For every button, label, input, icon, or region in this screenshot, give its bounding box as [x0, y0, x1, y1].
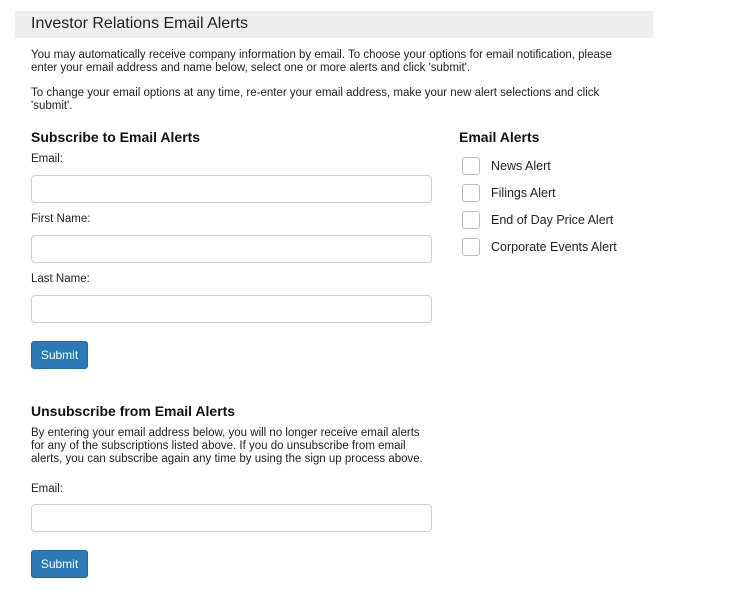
subscribe-email-label: Email:: [31, 153, 63, 165]
first-name-input[interactable]: [31, 235, 432, 263]
page-title: Investor Relations Email Alerts: [31, 15, 248, 32]
alert-option-filings[interactable]: [462, 183, 556, 203]
unsubscribe-email-label: Email:: [31, 483, 63, 495]
corporate-events-alert-checkbox[interactable]: [462, 238, 480, 256]
filings-alert-label: Filings Alert: [491, 186, 556, 200]
first-name-label: First Name:: [31, 213, 91, 225]
last-name-input[interactable]: [31, 295, 432, 323]
subscribe-email-input[interactable]: [31, 175, 432, 203]
unsubscribe-submit-button[interactable]: Submit: [31, 550, 88, 578]
filings-alert-checkbox[interactable]: [462, 184, 480, 202]
news-alert-checkbox[interactable]: [462, 157, 480, 175]
end-of-day-price-alert-checkbox[interactable]: [462, 211, 480, 229]
last-name-label: Last Name:: [31, 273, 90, 285]
news-alert-label: News Alert: [491, 159, 551, 173]
alert-option-news[interactable]: [462, 156, 551, 176]
unsubscribe-email-input[interactable]: [31, 504, 432, 532]
email-alerts-heading: Email Alerts: [459, 129, 540, 145]
intro-paragraph-change: To change your email options at any time, re-enter your email address, make your new alert selections and click 'submit'.: [31, 87, 600, 112]
subscribe-heading: Subscribe to Email Alerts: [31, 129, 201, 145]
alert-option-end-of-day-price[interactable]: [462, 210, 613, 230]
page-header: [15, 11, 653, 38]
corporate-events-alert-label: Corporate Events Alert: [491, 240, 617, 254]
alert-option-corporate-events[interactable]: [462, 237, 617, 257]
subscribe-submit-button[interactable]: Submit: [31, 341, 88, 369]
unsubscribe-heading: Unsubscribe from Email Alerts: [31, 403, 236, 419]
unsubscribe-description: By entering your email address below, you will no longer receive email alerts for any of the subscriptions listed above. If you do unsubscribe from email alerts, you can subscribe again any time by using the sign up process above.: [31, 427, 423, 465]
intro-paragraph-options: You may automatically receive company information by email. To choose your options for email notification, please enter your email address and name below, select one or more alerts and click 'submit'.: [31, 49, 613, 74]
end-of-day-price-alert-label: End of Day Price Alert: [491, 213, 614, 227]
